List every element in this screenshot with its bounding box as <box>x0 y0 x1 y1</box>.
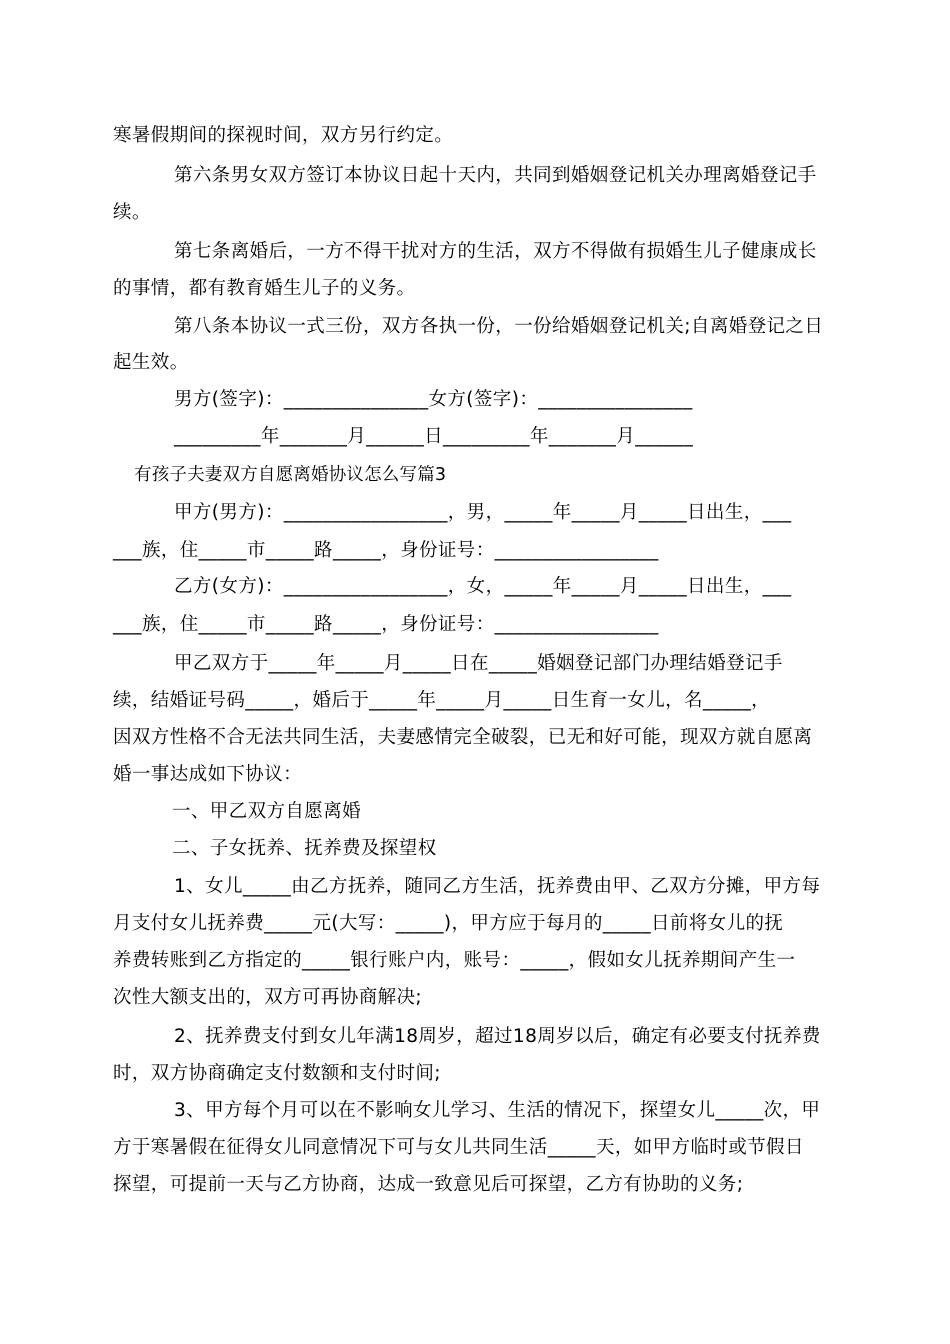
paragraph-line: 寒暑假期间的探视时间，双方另行约定。 <box>113 125 454 146</box>
section-heading: 有孩子夫妻双方自愿离婚协议怎么写篇3 <box>134 465 447 485</box>
date-line: _________年_______月______日_________年_______月______ <box>174 426 694 447</box>
paragraph-line: 甲方(男方)：_________________，男，_____年_____月_____日出生，___ <box>174 502 792 523</box>
paragraph-line: 的事情，都有教育婚生儿子的义务。 <box>113 278 416 299</box>
paragraph-line: 第八条本协议一式三份，双方各执一份，一份给婚姻登记机关;自离婚登记之日 <box>174 316 824 337</box>
paragraph-line: 次性大额支出的，双方可再协商解决; <box>113 987 423 1008</box>
signature-line: 男方(签字)：_______________女方(签字)：________________ <box>174 389 693 410</box>
paragraph-line: 探望，可提前一天与乙方协商，达成一致意见后可探望，乙方有协助的义务; <box>113 1174 744 1195</box>
paragraph-line: 续，结婚证号码_____，婚后于_____年_____月_____日生育一女儿，名_____， <box>113 690 771 711</box>
paragraph-line: 第七条离婚后，一方不得干扰对方的生活，双方不得做有损婚生儿子健康成长 <box>174 241 817 262</box>
paragraph-line: ___族，住_____市_____路_____，身份证号：_________________ <box>113 540 659 561</box>
paragraph-line: 月支付女儿抚养费_____元(大写：_____)，甲方应于每月的_____日前将女儿的抚 <box>113 913 784 934</box>
paragraph-line: 一、甲乙双方自愿离婚 <box>172 801 362 822</box>
paragraph-line: 2、抚养费支付到女儿年满18周岁，超过18周岁以后，确定有必要支付抚养费 <box>174 1026 821 1047</box>
paragraph-line: 甲乙双方于_____年_____月_____日在_____婚姻登记部门办理结婚登记手 <box>174 653 783 674</box>
paragraph-line: 起生效。 <box>113 352 189 373</box>
paragraph-line: 养费转账到乙方指定的_____银行账户内，账号：_____，假如女儿抚养期间产生一 <box>113 950 796 971</box>
paragraph-line: 乙方(女方)：_________________，女，_____年_____月_____日出生，___ <box>174 576 792 597</box>
paragraph-line: 时，双方协商确定支付数额和支付时间; <box>113 1063 441 1084</box>
paragraph-line: ___族，住_____市_____路_____，身份证号：_________________ <box>113 614 659 635</box>
paragraph-line: 续。 <box>113 202 151 223</box>
paragraph-line: 婚一事达成如下协议： <box>113 764 303 785</box>
paragraph-line: 第六条男女双方签订本协议日起十天内，共同到婚姻登记机关办理离婚登记手 <box>174 165 817 186</box>
paragraph-line: 二、子女抚养、抚养费及探望权 <box>172 838 437 859</box>
paragraph-line: 3、甲方每个月可以在不影响女儿学习、生活的情况下，探望女儿_____次，甲 <box>174 1100 821 1121</box>
paragraph-line: 因双方性格不合无法共同生活，夫妻感情完全破裂，已无和好可能，现双方就自愿离 <box>113 727 813 748</box>
paragraph-line: 方于寒暑假在征得女儿同意情况下可与女儿共同生活_____天，如甲方临时或节假日 <box>113 1137 804 1158</box>
paragraph-line: 1、女儿_____由乙方抚养，随同乙方生活，抚养费由甲、乙双方分摊，甲方每 <box>174 876 821 897</box>
